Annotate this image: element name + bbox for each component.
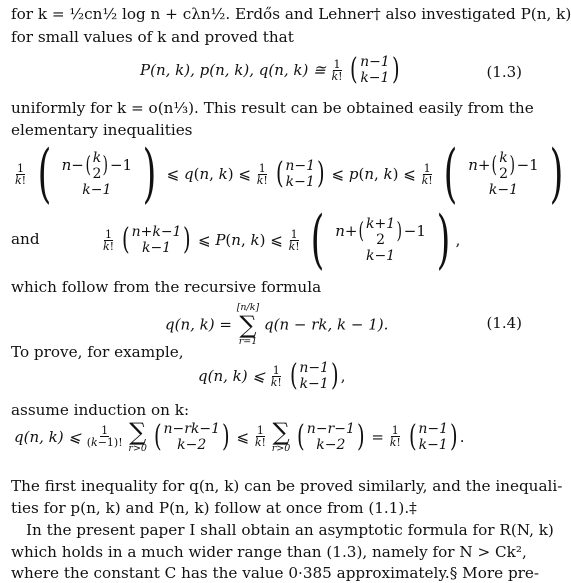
- text-line-12: assume induction on k:: [11, 401, 190, 419]
- equation-1-4: [165, 303, 388, 346]
- text-line-1: for k = ½cn½ log n + cλn½. Erdős and Lehner† also investigated P(n, k): [11, 5, 571, 23]
- text-line-14: The first inequality for q(n, k) can be proved similarly, and the inequali-: [11, 477, 563, 495]
- text-line-10: To prove, for example,: [11, 343, 184, 361]
- eq13-binomial: ( n−1 k−1 ): [350, 52, 400, 88]
- equation-1-3: [140, 54, 401, 86]
- eq14-sum: [n/k] ∑ r=1: [236, 302, 260, 347]
- and-word: and: [11, 230, 40, 248]
- equation-number-1-3: (1.3): [486, 63, 522, 81]
- text-line-4: uniformly for k = o(n⅓). This result can be obtained easily from the: [11, 99, 534, 117]
- text-line-15: ties for p(n, k) and P(n, k) follow at once from (1.1).‡: [11, 499, 417, 517]
- inequality-q-p: $\frac{1}{k!}$ ( n− ( k 2 ) −1 k−1 ) ⩽ q(n, k) ⩽ $\frac{1}{k!}$ ( n−1 k−1 ) ⩽ p(n, k) ⩽ $\frac{1}{k!}$ ( n+ ( k 2 ) −1 k−1 ): [15, 137, 563, 211]
- text-line-18: where the constant C has the value 0·385 approximately.§ More pre-: [11, 564, 540, 582]
- inequality-P: $\frac{1}{k!}$ ( n+k−1 k−1 ) ⩽ P(n, k) ⩽ $\frac{1}{k!}$ ( n+ ( k+1 2 ) −1 k−1 ) ,: [103, 203, 461, 277]
- eqprove-lhs: q(n, k) ⩽: [198, 367, 265, 386]
- eq13-fraction: $\frac{1}{k!}$: [331, 57, 343, 83]
- text-line-5: elementary inequalities: [11, 121, 193, 139]
- inequality-prove: q(n, k) ⩽ $\frac{1}{k!}$ ( n−1 k−1 ) ,: [198, 358, 346, 394]
- eq13-lhs: P(n, k), p(n, k), q(n, k) ≅: [140, 61, 326, 80]
- eq14-rhs: q(n − rk, k − 1).: [264, 315, 389, 334]
- equation-number-1-4: (1.4): [486, 314, 522, 332]
- text-line-17: which holds in a much wider range than (1.3), namely for N > Ck²,: [11, 543, 527, 561]
- eq14-lhs: q(n, k) =: [165, 315, 232, 334]
- text-line-8: which follow from the recursive formula: [11, 278, 322, 296]
- inequality-induction: q(n, k) ⩽ $\frac{1}{(k-1)!}$ ∑ r>0 ( n−rk−1 k−2 ) ⩽ $\frac{1}{k!}$ ∑ r>0 ( n−r−1 k−2 ) = $\frac{1}{k!}$ ( n−1 k−1 ) .: [14, 418, 465, 454]
- eq14-sum-top: [n/k]: [236, 302, 260, 313]
- text-line-2: for small values of k and proved that: [11, 28, 294, 46]
- eq14-sum-bottom: r=1: [238, 335, 258, 347]
- eqind-lhs: q(n, k) ⩽: [14, 427, 81, 446]
- text-line-16: In the present paper I shall obtain an asymptotic formula for R(N, k): [26, 521, 554, 539]
